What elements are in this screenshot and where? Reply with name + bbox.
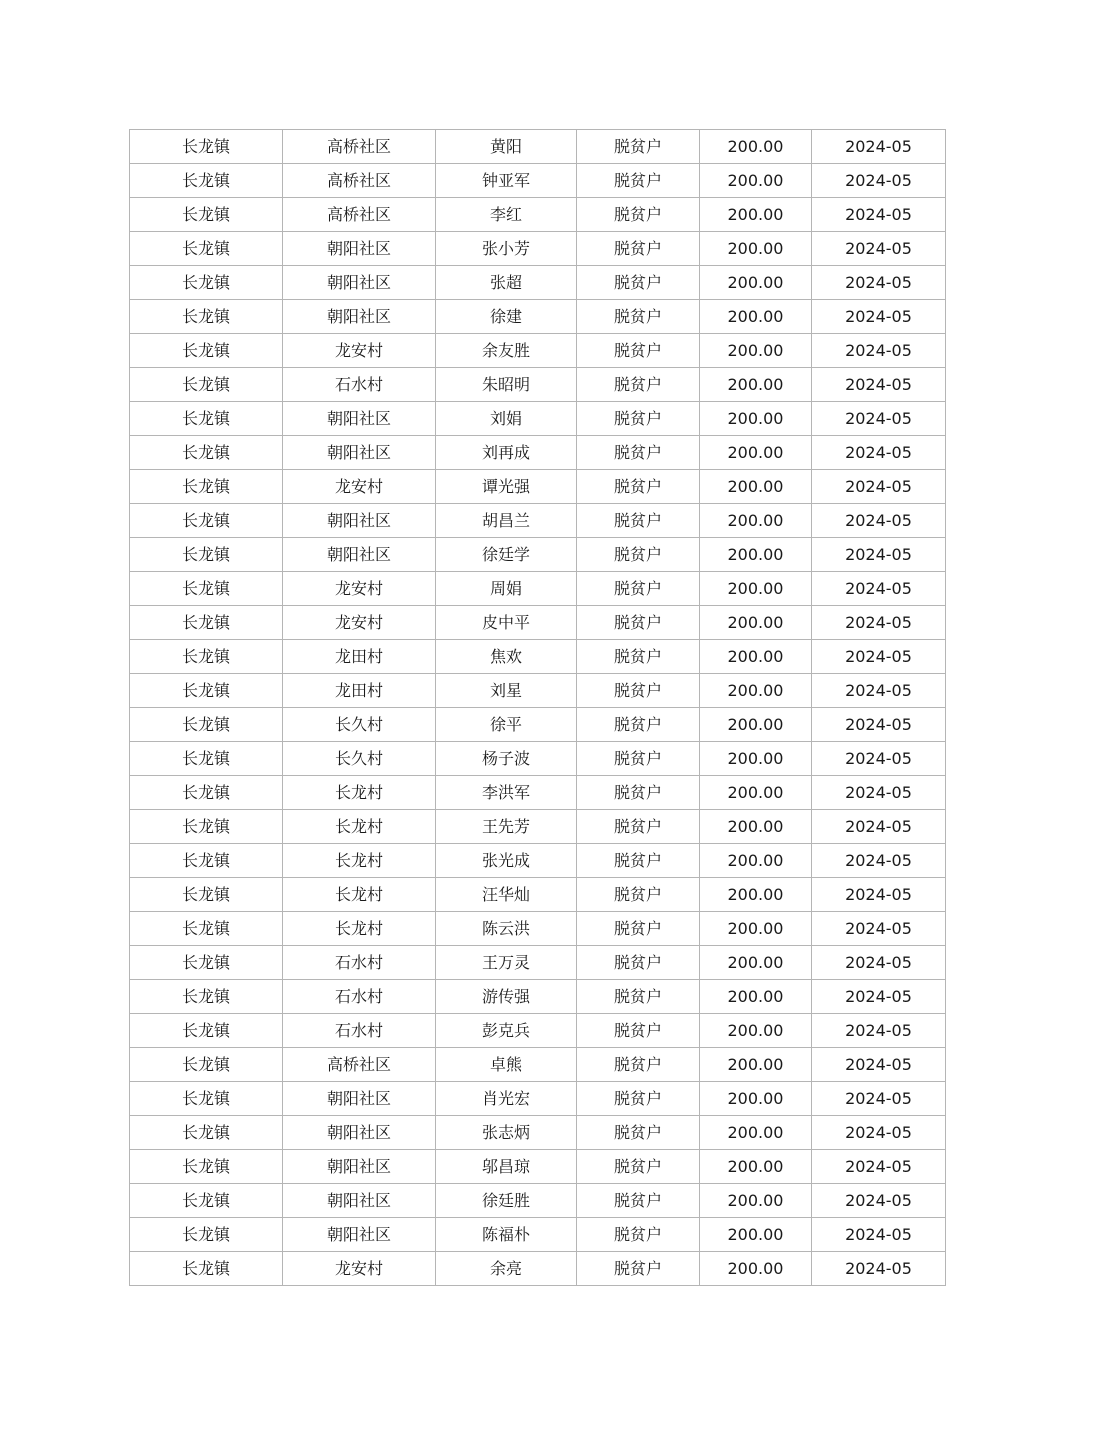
household-type-cell: 脱贫户: [577, 436, 700, 470]
amount-cell: 200.00: [700, 946, 812, 980]
month-cell: 2024-05: [812, 368, 946, 402]
name-cell: 周娟: [436, 572, 577, 606]
name-cell: 胡昌兰: [436, 504, 577, 538]
household-type-cell: 脱贫户: [577, 674, 700, 708]
name-cell: 刘娟: [436, 402, 577, 436]
village-cell: 石水村: [283, 1014, 436, 1048]
household-type-cell: 脱贫户: [577, 1116, 700, 1150]
month-cell: 2024-05: [812, 130, 946, 164]
amount-cell: 200.00: [700, 368, 812, 402]
name-cell: 王万灵: [436, 946, 577, 980]
month-cell: 2024-05: [812, 674, 946, 708]
town-cell: 长龙镇: [130, 198, 283, 232]
household-type-cell: 脱贫户: [577, 232, 700, 266]
amount-cell: 200.00: [700, 1218, 812, 1252]
name-cell: 谭光强: [436, 470, 577, 504]
name-cell: 杨子波: [436, 742, 577, 776]
name-cell: 张光成: [436, 844, 577, 878]
table-row: [130, 1252, 946, 1286]
town-cell: 长龙镇: [130, 368, 283, 402]
amount-cell: 200.00: [700, 436, 812, 470]
village-cell: 龙田村: [283, 640, 436, 674]
month-cell: 2024-05: [812, 844, 946, 878]
table-row: [130, 1048, 946, 1082]
table-row: [130, 572, 946, 606]
village-cell: 朝阳社区: [283, 504, 436, 538]
town-cell: 长龙镇: [130, 1014, 283, 1048]
name-cell: 张小芳: [436, 232, 577, 266]
name-cell: 邬昌琼: [436, 1150, 577, 1184]
household-type-cell: 脱贫户: [577, 402, 700, 436]
month-cell: 2024-05: [812, 912, 946, 946]
table-row: [130, 436, 946, 470]
town-cell: 长龙镇: [130, 1048, 283, 1082]
village-cell: 龙安村: [283, 606, 436, 640]
village-cell: 长龙村: [283, 810, 436, 844]
village-cell: 龙安村: [283, 1252, 436, 1286]
town-cell: 长龙镇: [130, 1252, 283, 1286]
table-row: [130, 810, 946, 844]
town-cell: 长龙镇: [130, 640, 283, 674]
month-cell: 2024-05: [812, 1252, 946, 1286]
household-type-cell: 脱贫户: [577, 912, 700, 946]
month-cell: 2024-05: [812, 878, 946, 912]
town-cell: 长龙镇: [130, 844, 283, 878]
household-type-cell: 脱贫户: [577, 1252, 700, 1286]
town-cell: 长龙镇: [130, 266, 283, 300]
amount-cell: 200.00: [700, 130, 812, 164]
table-row: [130, 368, 946, 402]
month-cell: 2024-05: [812, 1014, 946, 1048]
table-row: [130, 1082, 946, 1116]
month-cell: 2024-05: [812, 776, 946, 810]
name-cell: 徐廷学: [436, 538, 577, 572]
table-row: [130, 1150, 946, 1184]
town-cell: 长龙镇: [130, 538, 283, 572]
village-cell: 长龙村: [283, 912, 436, 946]
amount-cell: 200.00: [700, 1082, 812, 1116]
village-cell: 朝阳社区: [283, 1184, 436, 1218]
name-cell: 李洪军: [436, 776, 577, 810]
month-cell: 2024-05: [812, 572, 946, 606]
month-cell: 2024-05: [812, 266, 946, 300]
village-cell: 朝阳社区: [283, 300, 436, 334]
household-type-cell: 脱贫户: [577, 1184, 700, 1218]
amount-cell: 200.00: [700, 572, 812, 606]
village-cell: 龙安村: [283, 334, 436, 368]
month-cell: 2024-05: [812, 232, 946, 266]
household-type-cell: 脱贫户: [577, 946, 700, 980]
household-type-cell: 脱贫户: [577, 1218, 700, 1252]
table-row: [130, 1116, 946, 1150]
month-cell: 2024-05: [812, 1116, 946, 1150]
amount-cell: 200.00: [700, 1014, 812, 1048]
table-row: [130, 980, 946, 1014]
name-cell: 陈云洪: [436, 912, 577, 946]
village-cell: 长久村: [283, 708, 436, 742]
household-type-cell: 脱贫户: [577, 606, 700, 640]
amount-cell: 200.00: [700, 980, 812, 1014]
town-cell: 长龙镇: [130, 1116, 283, 1150]
village-cell: 朝阳社区: [283, 1116, 436, 1150]
amount-cell: 200.00: [700, 164, 812, 198]
town-cell: 长龙镇: [130, 334, 283, 368]
month-cell: 2024-05: [812, 402, 946, 436]
amount-cell: 200.00: [700, 776, 812, 810]
month-cell: 2024-05: [812, 708, 946, 742]
amount-cell: 200.00: [700, 1184, 812, 1218]
name-cell: 张志炳: [436, 1116, 577, 1150]
household-type-cell: 脱贫户: [577, 164, 700, 198]
town-cell: 长龙镇: [130, 300, 283, 334]
village-cell: 龙安村: [283, 470, 436, 504]
village-cell: 朝阳社区: [283, 436, 436, 470]
village-cell: 长龙村: [283, 844, 436, 878]
household-type-cell: 脱贫户: [577, 1014, 700, 1048]
amount-cell: 200.00: [700, 708, 812, 742]
month-cell: 2024-05: [812, 436, 946, 470]
town-cell: 长龙镇: [130, 1184, 283, 1218]
name-cell: 余亮: [436, 1252, 577, 1286]
village-cell: 朝阳社区: [283, 1150, 436, 1184]
amount-cell: 200.00: [700, 878, 812, 912]
household-type-cell: 脱贫户: [577, 1048, 700, 1082]
table-row: [130, 912, 946, 946]
month-cell: 2024-05: [812, 538, 946, 572]
amount-cell: 200.00: [700, 232, 812, 266]
town-cell: 长龙镇: [130, 606, 283, 640]
village-cell: 朝阳社区: [283, 538, 436, 572]
town-cell: 长龙镇: [130, 232, 283, 266]
table-row: [130, 130, 946, 164]
table-row: [130, 300, 946, 334]
village-cell: 石水村: [283, 368, 436, 402]
household-type-cell: 脱贫户: [577, 980, 700, 1014]
month-cell: 2024-05: [812, 1150, 946, 1184]
village-cell: 朝阳社区: [283, 266, 436, 300]
household-type-cell: 脱贫户: [577, 538, 700, 572]
household-type-cell: 脱贫户: [577, 708, 700, 742]
table-row: [130, 640, 946, 674]
household-type-cell: 脱贫户: [577, 266, 700, 300]
month-cell: 2024-05: [812, 810, 946, 844]
name-cell: 徐平: [436, 708, 577, 742]
town-cell: 长龙镇: [130, 130, 283, 164]
amount-cell: 200.00: [700, 402, 812, 436]
amount-cell: 200.00: [700, 1252, 812, 1286]
month-cell: 2024-05: [812, 1218, 946, 1252]
amount-cell: 200.00: [700, 640, 812, 674]
household-type-cell: 脱贫户: [577, 300, 700, 334]
name-cell: 徐建: [436, 300, 577, 334]
town-cell: 长龙镇: [130, 878, 283, 912]
amount-cell: 200.00: [700, 912, 812, 946]
name-cell: 钟亚军: [436, 164, 577, 198]
name-cell: 焦欢: [436, 640, 577, 674]
town-cell: 长龙镇: [130, 946, 283, 980]
name-cell: 余友胜: [436, 334, 577, 368]
town-cell: 长龙镇: [130, 980, 283, 1014]
name-cell: 皮中平: [436, 606, 577, 640]
table-row: [130, 402, 946, 436]
town-cell: 长龙镇: [130, 504, 283, 538]
village-cell: 高桥社区: [283, 1048, 436, 1082]
amount-cell: 200.00: [700, 1150, 812, 1184]
name-cell: 王先芳: [436, 810, 577, 844]
town-cell: 长龙镇: [130, 436, 283, 470]
name-cell: 卓熊: [436, 1048, 577, 1082]
table-row: [130, 1184, 946, 1218]
name-cell: 游传强: [436, 980, 577, 1014]
village-cell: 朝阳社区: [283, 1082, 436, 1116]
name-cell: 张超: [436, 266, 577, 300]
month-cell: 2024-05: [812, 946, 946, 980]
table-row: [130, 198, 946, 232]
household-type-cell: 脱贫户: [577, 640, 700, 674]
month-cell: 2024-05: [812, 640, 946, 674]
town-cell: 长龙镇: [130, 1218, 283, 1252]
amount-cell: 200.00: [700, 504, 812, 538]
town-cell: 长龙镇: [130, 776, 283, 810]
village-cell: 高桥社区: [283, 164, 436, 198]
name-cell: 汪华灿: [436, 878, 577, 912]
table-row: [130, 1218, 946, 1252]
amount-cell: 200.00: [700, 1048, 812, 1082]
household-type-cell: 脱贫户: [577, 1082, 700, 1116]
household-type-cell: 脱贫户: [577, 810, 700, 844]
village-cell: 石水村: [283, 946, 436, 980]
amount-cell: 200.00: [700, 606, 812, 640]
table-row: [130, 606, 946, 640]
table-row: [130, 504, 946, 538]
town-cell: 长龙镇: [130, 810, 283, 844]
amount-cell: 200.00: [700, 844, 812, 878]
village-cell: 朝阳社区: [283, 232, 436, 266]
household-type-cell: 脱贫户: [577, 470, 700, 504]
household-type-cell: 脱贫户: [577, 198, 700, 232]
name-cell: 肖光宏: [436, 1082, 577, 1116]
household-type-cell: 脱贫户: [577, 844, 700, 878]
village-cell: 石水村: [283, 980, 436, 1014]
town-cell: 长龙镇: [130, 912, 283, 946]
table-row: [130, 1014, 946, 1048]
table-row: [130, 470, 946, 504]
month-cell: 2024-05: [812, 980, 946, 1014]
amount-cell: 200.00: [700, 538, 812, 572]
table-row: [130, 164, 946, 198]
amount-cell: 200.00: [700, 674, 812, 708]
month-cell: 2024-05: [812, 504, 946, 538]
amount-cell: 200.00: [700, 300, 812, 334]
village-cell: 朝阳社区: [283, 402, 436, 436]
town-cell: 长龙镇: [130, 1082, 283, 1116]
month-cell: 2024-05: [812, 1048, 946, 1082]
village-cell: 高桥社区: [283, 130, 436, 164]
household-type-cell: 脱贫户: [577, 130, 700, 164]
household-type-cell: 脱贫户: [577, 572, 700, 606]
table-row: [130, 266, 946, 300]
village-cell: 长龙村: [283, 776, 436, 810]
household-type-cell: 脱贫户: [577, 776, 700, 810]
table-row: [130, 674, 946, 708]
town-cell: 长龙镇: [130, 402, 283, 436]
household-type-cell: 脱贫户: [577, 368, 700, 402]
month-cell: 2024-05: [812, 1184, 946, 1218]
name-cell: 刘再成: [436, 436, 577, 470]
amount-cell: 200.00: [700, 742, 812, 776]
town-cell: 长龙镇: [130, 470, 283, 504]
village-cell: 长龙村: [283, 878, 436, 912]
table-row: [130, 776, 946, 810]
table-row: [130, 878, 946, 912]
household-type-cell: 脱贫户: [577, 878, 700, 912]
table-row: [130, 742, 946, 776]
month-cell: 2024-05: [812, 334, 946, 368]
month-cell: 2024-05: [812, 300, 946, 334]
name-cell: 李红: [436, 198, 577, 232]
table-row: [130, 538, 946, 572]
month-cell: 2024-05: [812, 1082, 946, 1116]
month-cell: 2024-05: [812, 164, 946, 198]
table-row: [130, 232, 946, 266]
amount-cell: 200.00: [700, 1116, 812, 1150]
amount-cell: 200.00: [700, 810, 812, 844]
amount-cell: 200.00: [700, 334, 812, 368]
table-row: [130, 334, 946, 368]
name-cell: 彭克兵: [436, 1014, 577, 1048]
village-cell: 龙田村: [283, 674, 436, 708]
amount-cell: 200.00: [700, 266, 812, 300]
town-cell: 长龙镇: [130, 164, 283, 198]
month-cell: 2024-05: [812, 606, 946, 640]
table-row: [130, 708, 946, 742]
village-cell: 龙安村: [283, 572, 436, 606]
month-cell: 2024-05: [812, 198, 946, 232]
village-cell: 朝阳社区: [283, 1218, 436, 1252]
amount-cell: 200.00: [700, 470, 812, 504]
town-cell: 长龙镇: [130, 742, 283, 776]
name-cell: 徐廷胜: [436, 1184, 577, 1218]
name-cell: 朱昭明: [436, 368, 577, 402]
month-cell: 2024-05: [812, 470, 946, 504]
subsidy-roster-table: [129, 129, 946, 1286]
name-cell: 陈福朴: [436, 1218, 577, 1252]
household-type-cell: 脱贫户: [577, 504, 700, 538]
village-cell: 长久村: [283, 742, 436, 776]
name-cell: 刘星: [436, 674, 577, 708]
name-cell: 黄阳: [436, 130, 577, 164]
village-cell: 高桥社区: [283, 198, 436, 232]
table-row: [130, 844, 946, 878]
roster-table-body: [130, 130, 946, 1286]
town-cell: 长龙镇: [130, 708, 283, 742]
household-type-cell: 脱贫户: [577, 334, 700, 368]
month-cell: 2024-05: [812, 742, 946, 776]
town-cell: 长龙镇: [130, 1150, 283, 1184]
household-type-cell: 脱贫户: [577, 1150, 700, 1184]
household-type-cell: 脱贫户: [577, 742, 700, 776]
table-row: [130, 946, 946, 980]
town-cell: 长龙镇: [130, 572, 283, 606]
amount-cell: 200.00: [700, 198, 812, 232]
town-cell: 长龙镇: [130, 674, 283, 708]
